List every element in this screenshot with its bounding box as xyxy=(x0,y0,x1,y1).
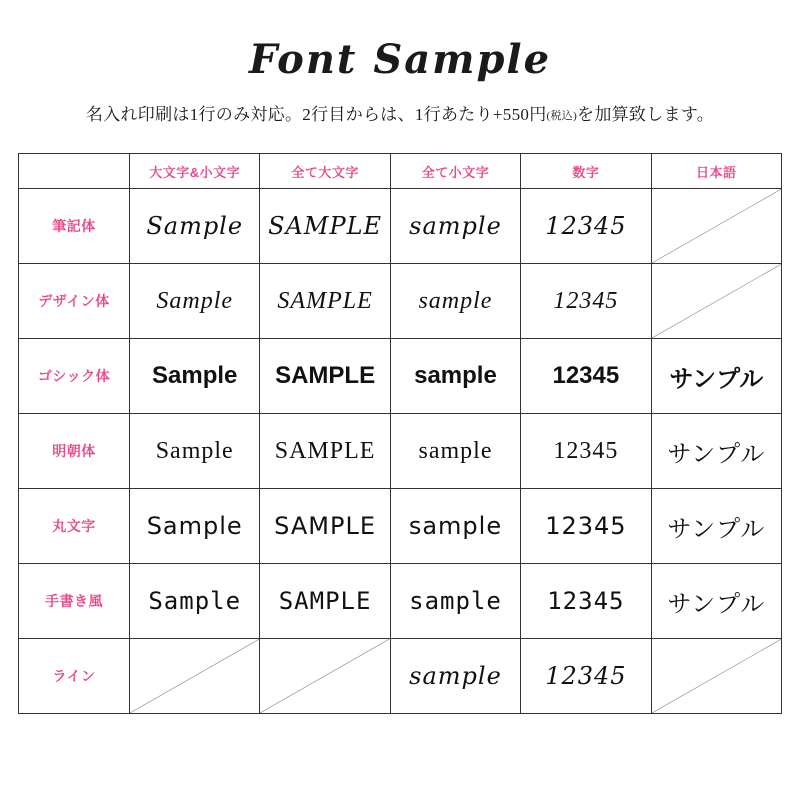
sample-cell: sample xyxy=(390,564,520,639)
table-row xyxy=(19,489,782,564)
page-note-tail: を加算致します。 xyxy=(577,105,715,124)
sample-cell: 12345 xyxy=(521,564,651,639)
sample-cell: SAMPLE xyxy=(260,564,390,639)
diagonal-strike-icon xyxy=(130,639,259,713)
sample-cell: 12345 xyxy=(521,639,651,714)
sample-cell xyxy=(651,264,781,339)
row-header-4: 丸文字 xyxy=(19,489,130,564)
table-row xyxy=(19,264,782,339)
sample-cell: Sample xyxy=(130,264,260,339)
sample-cell: Sample xyxy=(130,339,260,414)
sample-cell: SAMPLE xyxy=(260,264,390,339)
diagonal-strike-icon xyxy=(260,639,389,713)
column-header-lowercase: 全て小文字 xyxy=(390,154,520,189)
table-body xyxy=(19,189,782,714)
row-header-2: ゴシック体 xyxy=(19,339,130,414)
column-header-mixed-case: 大文字&小文字 xyxy=(130,154,260,189)
sample-cell: サンプル xyxy=(651,339,781,414)
sample-cell xyxy=(130,639,260,714)
sample-cell: Sample xyxy=(130,414,260,489)
sample-cell: Sample xyxy=(130,489,260,564)
table-corner-cell xyxy=(19,154,130,189)
row-header-1: デザイン体 xyxy=(19,264,130,339)
sample-cell: 12345 xyxy=(521,264,651,339)
page-note-tax: (税込) xyxy=(546,110,578,123)
sample-cell xyxy=(260,639,390,714)
diagonal-strike-icon xyxy=(652,189,781,263)
sample-cell: sample xyxy=(390,489,520,564)
sample-cell: Sample xyxy=(130,564,260,639)
row-header-6: ライン xyxy=(19,639,130,714)
row-header-0: 筆記体 xyxy=(19,189,130,264)
row-header-5: 手書き風 xyxy=(19,564,130,639)
column-header-numbers: 数字 xyxy=(521,154,651,189)
table-row xyxy=(19,339,782,414)
page-title: Font Sample xyxy=(248,36,552,83)
font-sample-page xyxy=(0,38,800,788)
sample-cell: サンプル xyxy=(651,414,781,489)
diagonal-strike-icon xyxy=(652,639,781,713)
sample-cell: サンプル xyxy=(651,489,781,564)
table-row xyxy=(19,414,782,489)
font-sample-table xyxy=(18,153,782,714)
sample-cell: 12345 xyxy=(521,189,651,264)
sample-cell: 12345 xyxy=(521,489,651,564)
page-note xyxy=(0,100,800,125)
page-note-main: 名入れ印刷は1行のみ対応。2行目からは、1行あたり+550円 xyxy=(85,105,547,124)
sample-cell xyxy=(651,639,781,714)
sample-cell: sample xyxy=(390,414,520,489)
table-header-row xyxy=(19,154,782,189)
sample-cell: sample xyxy=(390,189,520,264)
sample-cell: sample xyxy=(390,264,520,339)
table-row xyxy=(19,564,782,639)
diagonal-strike-icon xyxy=(652,264,781,338)
sample-cell: SAMPLE xyxy=(260,414,390,489)
sample-cell: 12345 xyxy=(521,414,651,489)
table-row xyxy=(19,639,782,714)
sample-cell: SAMPLE xyxy=(260,189,390,264)
table-header xyxy=(19,154,782,189)
column-header-japanese: 日本語 xyxy=(651,154,781,189)
row-header-3: 明朝体 xyxy=(19,414,130,489)
table-row xyxy=(19,189,782,264)
font-table-wrapper xyxy=(18,153,782,714)
sample-cell: SAMPLE xyxy=(260,339,390,414)
column-header-uppercase: 全て大文字 xyxy=(260,154,390,189)
sample-cell xyxy=(651,189,781,264)
sample-cell: sample xyxy=(390,639,520,714)
sample-cell: 12345 xyxy=(521,339,651,414)
sample-cell: SAMPLE xyxy=(260,489,390,564)
sample-cell: サンプル xyxy=(651,564,781,639)
sample-cell: sample xyxy=(390,339,520,414)
sample-cell: Sample xyxy=(130,189,260,264)
